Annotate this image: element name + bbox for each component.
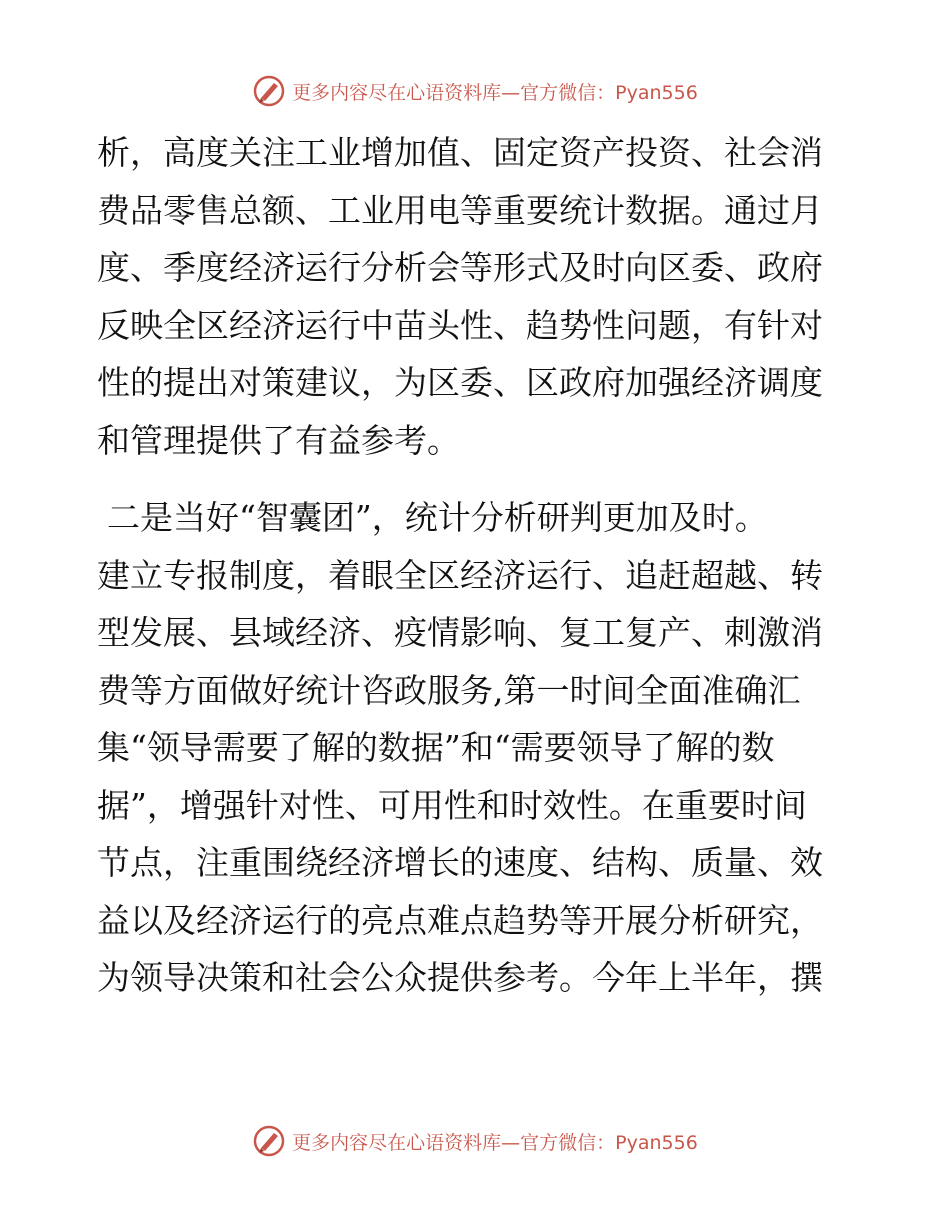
- footer-watermark: [0, 1124, 950, 1158]
- text-line: 费品零售总额、工业用电等重要统计数据。通过月: [97, 190, 823, 230]
- pen-logo-icon: [252, 74, 286, 108]
- watermark-text: 更多内容尽在心语资料库—官方微信：Pyan556: [292, 1131, 698, 1154]
- section-heading: 二是当好“智囊团”，统计分析研判更加及时。: [107, 498, 768, 537]
- text-line: 析，高度关注工业增加值、固定资产投资、社会消: [97, 133, 823, 172]
- text-line: 和管理提供了有益参考。: [97, 420, 460, 460]
- text-line: 益以及经济运行的亮点难点趋势等开展分析研究，: [97, 900, 823, 940]
- text-line: 反映全区经济运行中苗头性、趋势性问题，有针对: [97, 305, 823, 345]
- watermark-text: 更多内容尽在心语资料库—官方微信：Pyan556: [292, 81, 698, 104]
- paragraph-2: [97, 547, 857, 1007]
- text-line: 费等方面做好统计咨政服务,第一时间全面准确汇: [97, 670, 801, 710]
- paragraph-1: [97, 124, 857, 469]
- document-body: [97, 124, 857, 1007]
- text-line: 为领导决策和社会公众提供参考。今年上半年，撰: [97, 958, 823, 997]
- header-watermark: [0, 74, 950, 108]
- text-line: 性的提出对策建议，为区委、区政府加强经济调度: [97, 363, 823, 402]
- text-line: 型发展、县域经济、疫情影响、复工复产、刺激消: [97, 613, 823, 652]
- text-line: 据”，增强针对性、可用性和时效性。在重要时间: [97, 785, 807, 825]
- text-line: 建立专报制度，着眼全区经济运行、追赶超越、转: [97, 555, 823, 595]
- paragraph-gap: [97, 469, 857, 489]
- text-line: 节点，注重围绕经济增长的速度、结构、质量、效: [97, 843, 823, 882]
- text-line: 度、季度经济运行分析会等形式及时向区委、政府: [97, 248, 823, 287]
- text-line: 集“领导需要了解的数据”和“需要领导了解的数: [97, 728, 775, 767]
- pen-logo-icon: [252, 1124, 286, 1158]
